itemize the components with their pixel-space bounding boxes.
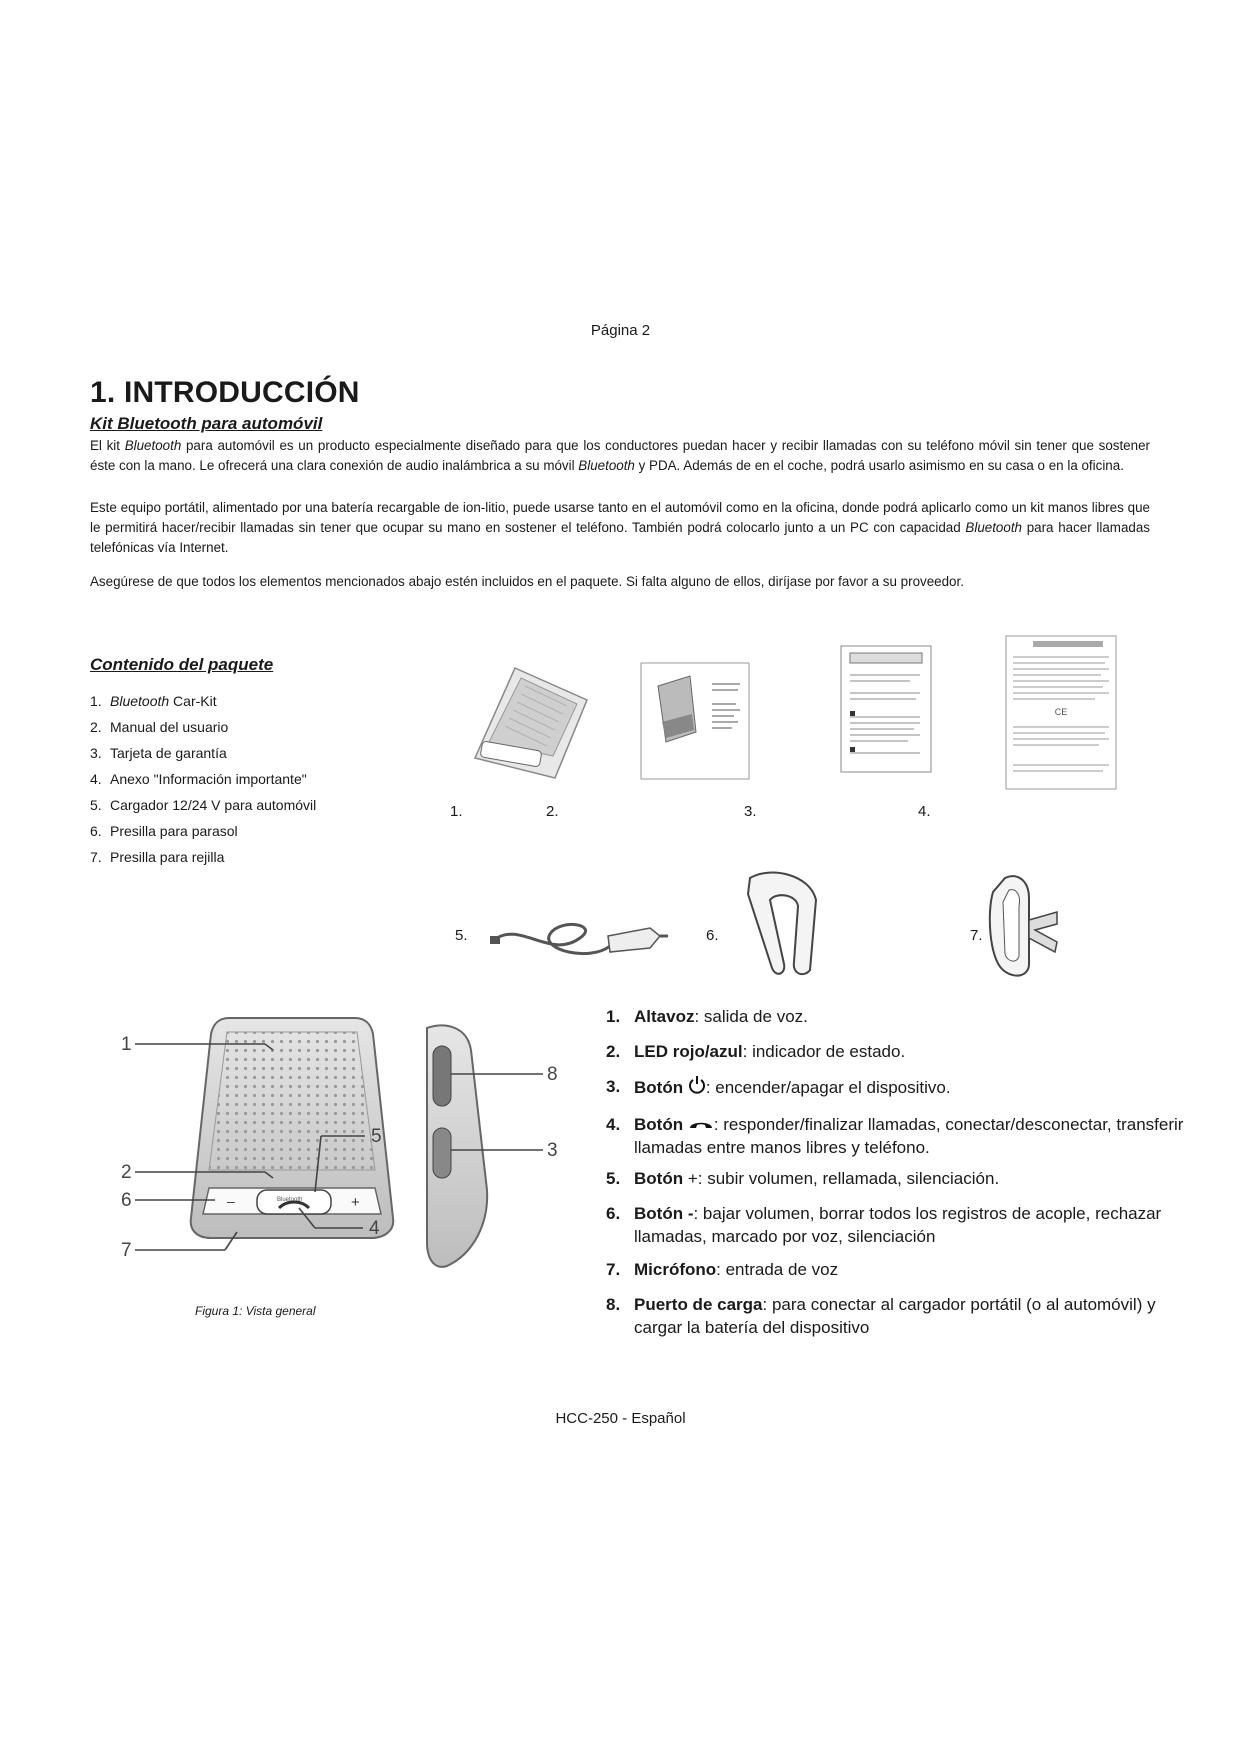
visor-clip-illustration	[740, 870, 825, 980]
vent-clip-illustration	[985, 872, 1060, 982]
figure-caption: Figura 1: Vista general	[195, 1304, 316, 1318]
list-item: 1. Bluetooth Car-Kit	[90, 693, 217, 709]
figure-label-1: 1.	[450, 803, 463, 820]
callout-5: 5	[371, 1126, 382, 1147]
figure-label-4: 4.	[918, 803, 931, 820]
feature-item-speaker: 1. Altavoz: salida de voz.	[606, 1007, 808, 1026]
list-item: 5. Cargador 12/24 V para automóvil	[90, 797, 317, 813]
callout-2: 2	[121, 1162, 132, 1183]
figure-label-6: 6.	[706, 927, 719, 944]
figure-label-7: 7.	[970, 927, 983, 944]
intro-paragraph-3: Asegúrese de que todos los elementos mencionados abajo estén incluidos en el paquete. Si falta alguno de ellos, diríjase por favor a su proveedor.	[90, 574, 964, 589]
car-charger-illustration	[490, 910, 670, 970]
intro-paragraph-2: Este equipo portátil, alimentado por una batería recargable de ion-litio, puede usarse tanto en el automóvil como en la oficina, donde podrá aplicarlo como un kit manos libres que le permitirá hacer/recibir llamadas sin tener que ocupar su mano en sostener el teléfono. También podrá colocarlo junto a un PC con capacidad Bluetooth para hacer llamadas telefónicas vía Internet.	[90, 500, 1150, 555]
user-manual-illustration	[640, 662, 750, 780]
callout-7: 7	[121, 1240, 132, 1261]
list-item: 4. Anexo "Información importante"	[90, 771, 307, 787]
svg-text:CE: CE	[1054, 707, 1068, 717]
feature-item-charge-port: 8. Puerto de carga: para conectar al cargador portátil (o al automóvil) y cargar la batería del dispositivo	[606, 1295, 1156, 1337]
feature-item-volume-up: 5. Botón +: subir volumen, rellamada, silenciación.	[606, 1169, 1000, 1188]
figure-label-3: 3.	[744, 803, 757, 820]
svg-text:Bluetooth: Bluetooth	[277, 1197, 303, 1203]
callout-1: 1	[121, 1034, 132, 1055]
phone-handset-icon	[688, 1113, 714, 1136]
list-item: 2. Manual del usuario	[90, 719, 229, 735]
package-title: Contenido del paquete	[90, 655, 274, 674]
callout-4: 4	[369, 1218, 380, 1239]
feature-item-microphone: 7. Micrófono: entrada de voz	[606, 1260, 839, 1279]
feature-item-call: 4. Botón : responder/finalizar llamadas, conectar/desconectar, transferir llamadas entre manos libres y teléfono.	[606, 1115, 1184, 1157]
svg-text:+: +	[351, 1194, 360, 1211]
feature-list	[606, 1005, 1206, 1339]
info-annex-illustration	[1005, 635, 1117, 790]
intro-paragraph-1: El kit Bluetooth para automóvil es un producto especialmente diseñado para que los conductores puedan hacer y recibir llamadas con su teléfono móvil sin tener que sostener éste con la mano. Le ofrecerá una clara conexión de audio inalámbrica a su móvil Bluetooth y PDA. Además de en el coche, podrá usarlo asimismo en su casa o en la oficina.	[90, 438, 1150, 473]
figure-label-2: 2.	[546, 803, 559, 820]
package-list	[90, 688, 316, 870]
power-icon	[688, 1075, 706, 1101]
callout-3: 3	[547, 1140, 558, 1161]
device-overview-figure	[115, 1010, 575, 1300]
feature-item-led: 2. LED rojo/azul: indicador de estado.	[606, 1042, 906, 1061]
page-number: Página 2	[590, 322, 651, 339]
carkit-device-illustration	[455, 660, 595, 790]
speaker-grille	[209, 1032, 375, 1170]
warranty-card-illustration	[840, 645, 932, 773]
svg-text:–: –	[227, 1193, 235, 1209]
list-item: 7. Presilla para rejilla	[90, 849, 225, 865]
section-title: 1. INTRODUCCIÓN	[90, 376, 360, 409]
feature-item-power: 3. Botón : encender/apagar el dispositivo.	[606, 1075, 1206, 1101]
list-item: 6. Presilla para parasol	[90, 823, 238, 839]
subtitle-kit: Kit Bluetooth para automóvil	[90, 414, 323, 433]
callout-6: 6	[121, 1190, 132, 1211]
callout-8: 8	[547, 1064, 558, 1085]
feature-item-volume-down: 6. Botón -: bajar volumen, borrar todos los registros de acople, rechazar llamadas, marcado por voz, silenciación	[606, 1204, 1162, 1246]
figure-label-5: 5.	[455, 927, 468, 944]
page-footer: HCC-250 - Español	[555, 1410, 686, 1427]
list-item: 3. Tarjeta de garantía	[90, 745, 227, 761]
